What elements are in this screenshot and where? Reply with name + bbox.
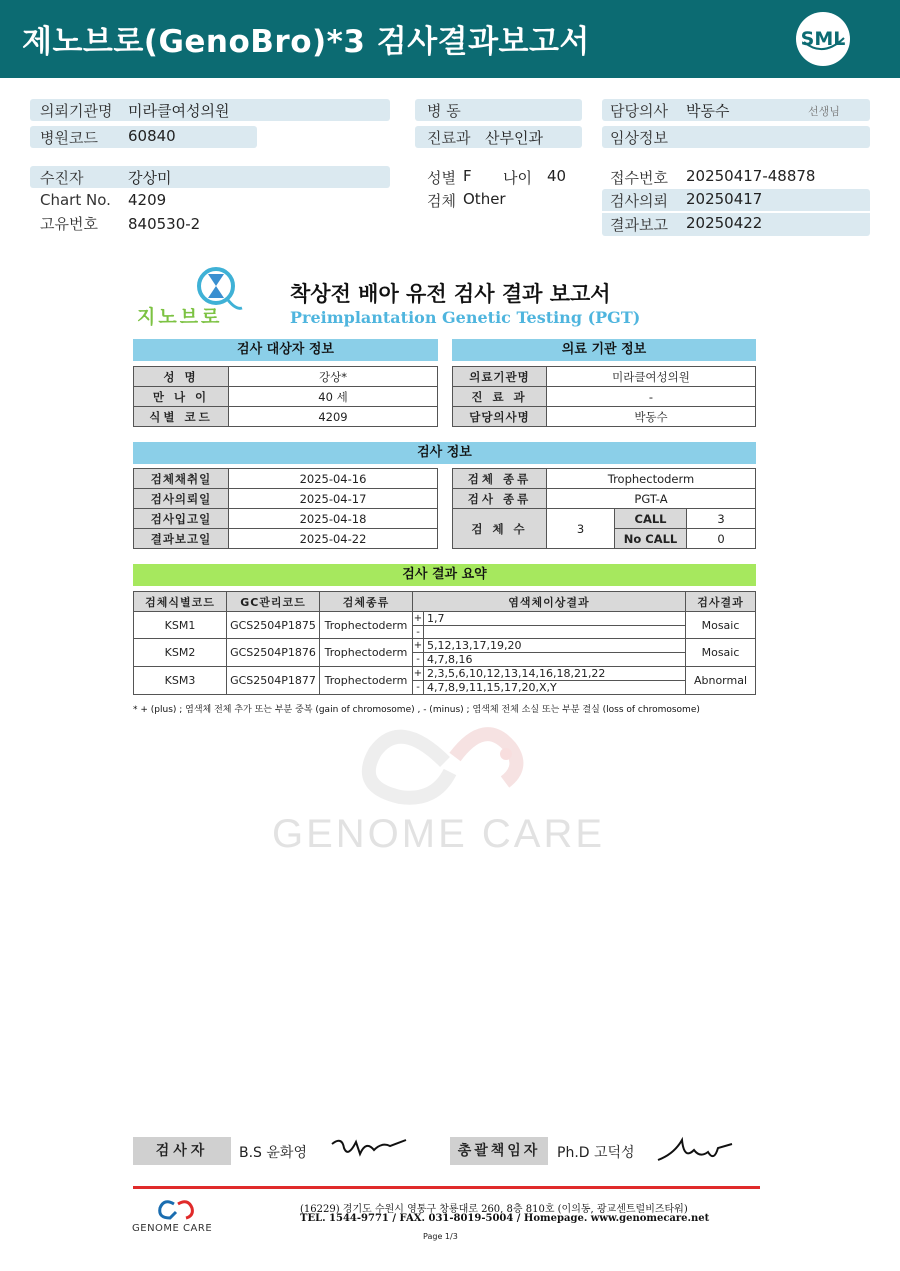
doctor-row: [602, 99, 870, 121]
top-banner: [0, 0, 900, 78]
report-title-en: Preimplantation Genetic Testing (PGT): [290, 308, 641, 327]
medical-heading: 의료 기관 정보: [452, 339, 756, 361]
row-sample-type: Trophectoderm: [320, 612, 413, 639]
tester-label: 검사자: [133, 1137, 231, 1165]
institution-label: 의뢰기관명: [40, 102, 113, 120]
chart-row: [30, 190, 390, 212]
medical-doctor-label: 담당의사명: [453, 407, 547, 427]
report-date-label: 결과보고일: [134, 529, 229, 549]
genome-care-logo-text: GENOME CARE: [132, 1223, 213, 1234]
row-minus: [424, 626, 686, 639]
medical-inst-label: 의료기관명: [453, 367, 547, 387]
col-chromosome: 염색체이상결과: [413, 592, 686, 612]
patient-name-label: 수진자: [40, 169, 84, 187]
uid-row: [30, 212, 390, 234]
test-dates-table: [133, 468, 438, 549]
plus-sign: +: [413, 668, 423, 679]
sex-value: F: [463, 167, 472, 185]
specimen-row: [415, 189, 582, 211]
row-sample-type: Trophectoderm: [320, 639, 413, 667]
report-value: 20250422: [686, 214, 763, 232]
table-row: [134, 612, 756, 626]
collect-date: 2025-04-16: [229, 469, 438, 489]
specimen-label: 검체: [427, 192, 456, 210]
dept-value: 산부인과: [485, 129, 543, 147]
receipt-row: [602, 166, 870, 188]
row-result: Mosaic: [686, 612, 756, 639]
patient-name-value: 강상미: [128, 169, 172, 187]
subject-heading: 검사 대상자 정보: [133, 339, 438, 361]
summary-table: [133, 591, 756, 695]
test-sample-table: [452, 468, 756, 549]
medical-dept: -: [547, 387, 756, 407]
hospital-code-row: [30, 126, 257, 148]
request-date: 2025-04-17: [229, 489, 438, 509]
patient-name-row: [30, 166, 390, 188]
watermark-text: GENOME CARE: [272, 812, 606, 856]
row-minus: 4,7,8,9,11,15,17,20,X,Y: [424, 681, 686, 695]
brand-name: 지노브로: [137, 306, 223, 328]
medical-inst: 미라클여성의원: [547, 367, 756, 387]
chief-label: 총괄책임자: [450, 1137, 548, 1165]
collect-label: 검체채취일: [134, 469, 229, 489]
receipt-label: 접수번호: [610, 169, 668, 187]
minus-sign: -: [413, 653, 424, 667]
receipt-value: 20250417-48878: [686, 167, 816, 185]
age-value: 40: [547, 167, 567, 185]
ward-row: [415, 99, 582, 121]
row-minus: 4,7,8,16: [424, 653, 686, 667]
sml-logo-text: SML: [800, 28, 846, 50]
doctor-label: 담당의사: [610, 102, 668, 120]
test-type: PGT-A: [547, 489, 756, 509]
table-row: [134, 667, 756, 681]
row-plus: 2,3,5,6,10,12,13,14,16,18,21,22: [424, 667, 686, 681]
row-gc-code: GCS2504P1875: [227, 612, 320, 639]
clinical-label: 임상정보: [610, 129, 668, 147]
medical-doctor: 박동수: [547, 407, 756, 427]
nocall-value: 0: [687, 529, 756, 549]
row-sample-type: Trophectoderm: [320, 667, 413, 695]
request-label: 검사의뢰: [610, 192, 668, 210]
doctor-value: 박동수: [686, 102, 730, 120]
sex-age-row: [415, 166, 582, 188]
sml-logo: [796, 12, 850, 66]
subject-name-label: 성 명: [134, 367, 229, 387]
call-label: CALL: [615, 509, 687, 529]
chief-name: Ph.D 고덕성: [557, 1145, 635, 1161]
count-label: 검 체 수: [453, 509, 547, 549]
report-label: 결과보고: [610, 216, 668, 234]
ward-label: 병 동: [427, 102, 461, 120]
request-date-label: 검사의뢰일: [134, 489, 229, 509]
row-sample-id: KSM3: [134, 667, 227, 695]
subject-id-label: 식별 코드: [134, 407, 229, 427]
minus-sign: -: [413, 626, 424, 639]
sample-type: Trophectoderm: [547, 469, 756, 489]
sample-count: 3: [547, 509, 615, 549]
minus-sign: -: [413, 681, 424, 695]
sex-label: 성별: [427, 169, 456, 187]
specimen-value: Other: [463, 190, 506, 208]
test-type-label: 검사 종류: [453, 489, 547, 509]
row-plus: 1,7: [424, 612, 686, 626]
row-gc-code: GCS2504P1877: [227, 667, 320, 695]
table-row: [134, 639, 756, 653]
chief-signature-icon: [654, 1132, 734, 1166]
plus-sign: +: [413, 640, 423, 651]
institution-row: [30, 99, 390, 121]
tester-signature-icon: [330, 1132, 410, 1164]
institution-value: 미라클여성의원: [128, 102, 230, 120]
sample-type-label: 검체 종류: [453, 469, 547, 489]
report-title: 제노브로(GenoBro)*3 검사결과보고서: [22, 24, 590, 60]
clinical-row: [602, 126, 870, 148]
row-sample-id: KSM2: [134, 639, 227, 667]
subject-table: [133, 366, 438, 427]
hospital-code-label: 병원코드: [40, 129, 98, 147]
dept-label: 진료과: [427, 129, 471, 147]
report-title-ko: 착상전 배아 유전 검사 결과 보고서: [290, 282, 611, 306]
chart-label: Chart No.: [40, 191, 111, 209]
doctor-suffix: 선생님: [808, 105, 840, 118]
col-sample-id: 검체식별코드: [134, 592, 227, 612]
report-date: 2025-04-22: [229, 529, 438, 549]
uid-label: 고유번호: [40, 215, 98, 233]
row-plus: 5,12,13,17,19,20: [424, 639, 686, 653]
footer-address: (16229) 경기도 수원시 영통구 창룡대로 260, 8층 810호 (이의동, 광교센트럴비즈타워): [300, 1204, 688, 1215]
dates-divider: [602, 211, 870, 213]
summary-heading: 검사 결과 요약: [133, 564, 756, 586]
subject-name: 강상*: [229, 367, 438, 387]
nocall-label: No CALL: [615, 529, 687, 549]
row-sample-id: KSM1: [134, 612, 227, 639]
chart-value: 4209: [128, 191, 167, 209]
col-result: 검사결과: [686, 592, 756, 612]
receive-label: 검사입고일: [134, 509, 229, 529]
genome-care-logo: [132, 1198, 227, 1238]
col-gc-code: GC관리코드: [227, 592, 320, 612]
subject-age: 40 세: [229, 387, 438, 407]
legend-note: * + (plus) ; 염색체 전체 추가 또는 부분 중복 (gain of chromosome) , - (minus) ; 염색체 전체 소실 또는 부분 결실 (loss of chromosome): [133, 705, 700, 715]
row-result: Mosaic: [686, 639, 756, 667]
test-info-heading: 검사 정보: [133, 442, 756, 464]
dept-row: [415, 126, 582, 148]
subject-id: 4209: [229, 407, 438, 427]
age-label: 나이: [503, 169, 532, 187]
row-gc-code: GCS2504P1876: [227, 639, 320, 667]
subject-age-label: 만 나 이: [134, 387, 229, 407]
hospital-code-value: 60840: [128, 127, 176, 145]
col-sample-type: 검체종류: [320, 592, 413, 612]
row-result: Abnormal: [686, 667, 756, 695]
page-number: Page 1/3: [423, 1232, 458, 1241]
receive-date: 2025-04-18: [229, 509, 438, 529]
genome-care-logo-icon: [156, 1198, 251, 1224]
request-value: 20250417: [686, 190, 763, 208]
call-value: 3: [687, 509, 756, 529]
uid-value: 840530-2: [128, 215, 201, 233]
medical-dept-label: 진 료 과: [453, 387, 547, 407]
plus-sign: +: [413, 613, 423, 624]
tester-name: B.S 윤화영: [239, 1145, 307, 1161]
footer-divider: [133, 1186, 760, 1189]
medical-table: [452, 366, 756, 427]
footer-contact: TEL. 1544-9771 / FAX. 031-8019-5004 / Homepage. www.genomecare.net: [300, 1213, 710, 1224]
